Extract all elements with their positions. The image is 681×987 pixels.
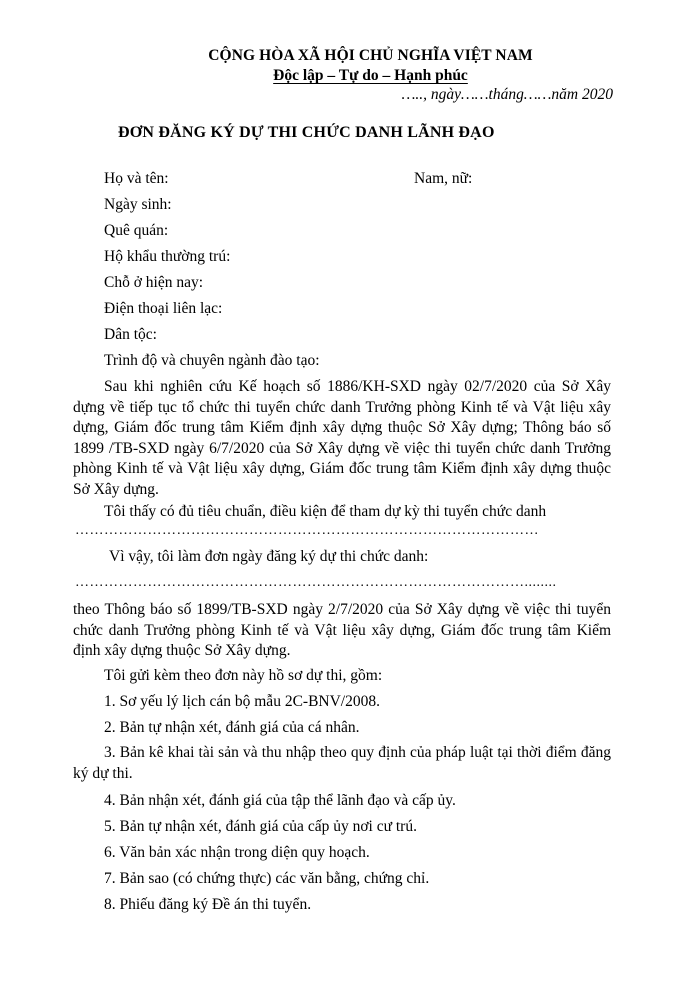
national-title: CỘNG HÒA XÃ HỘI CHỦ NGHĨA VIỆT NAM bbox=[208, 47, 533, 64]
field-phone: Điện thoại liên lạc: bbox=[104, 300, 223, 317]
attachment-item: 4. Bản nhận xét, đánh giá của tập thể lãnh đạo và cấp ủy. bbox=[104, 792, 456, 809]
attachment-item: 7. Bản sao (có chứng thực) các văn bằng, chứng chỉ. bbox=[104, 870, 430, 887]
field-ethnicity: Dân tộc: bbox=[104, 326, 157, 343]
field-residence: Hộ khẩu thường trú: bbox=[104, 248, 231, 265]
paragraph-registration: Vì vậy, tôi làm đơn ngày đăng ký dự thi chức danh: bbox=[109, 548, 429, 565]
field-gender: Nam, nữ: bbox=[414, 170, 473, 187]
attachments-intro: Tôi gửi kèm theo đơn này hồ sơ dự thi, gồm: bbox=[104, 667, 383, 684]
national-motto bbox=[0, 67, 681, 85]
attachment-item: 8. Phiếu đăng ký Đề án thi tuyển. bbox=[104, 896, 312, 913]
dateline: ….., ngày……tháng……năm 2020 bbox=[401, 86, 613, 103]
motto-text: Độc lập – Tự do – Hạnh phúc bbox=[273, 67, 468, 84]
field-dob: Ngày sinh: bbox=[104, 196, 172, 213]
field-hometown: Quê quán: bbox=[104, 222, 169, 239]
field-education: Trình độ và chuyên ngành đào tạo: bbox=[104, 352, 320, 369]
attachment-item: 1. Sơ yếu lý lịch cán bộ mẫu 2C-BNV/2008. bbox=[104, 693, 380, 710]
field-full-name: Họ và tên: bbox=[104, 170, 169, 187]
field-current-address: Chỗ ở hiện nay: bbox=[104, 274, 204, 291]
document-title: ĐƠN ĐĂNG KÝ DỰ THI CHỨC DANH LÃNH ĐẠO bbox=[118, 124, 495, 141]
attachment-item: 3. Bản kê khai tài sản và thu nhập theo quy định của pháp luật tại thời điểm đăng ký dự thi. bbox=[73, 744, 611, 782]
paragraph-eligibility: Tôi thấy có đủ tiêu chuẩn, điều kiện để tham dự kỳ thi tuyển chức danh bbox=[104, 503, 547, 520]
attachment-item: 2. Bản tự nhận xét, đánh giá của cá nhân. bbox=[104, 719, 360, 736]
attachment-item: 6. Văn bản xác nhận trong diện quy hoạch. bbox=[104, 844, 370, 861]
attachment-item: 5. Bản tự nhận xét, đánh giá của cấp ủy nơi cư trú. bbox=[104, 818, 417, 835]
paragraph-intro: Sau khi nghiên cứu Kế hoạch số 1886/KH-SXD ngày 02/7/2020 của Sở Xây dựng về tiếp tục tổ chức thi tuyển chức danh Trưởng phòng Kinh tế và Vật liệu xây dựng, Giám đốc trung tâm Kiểm định xây dựng thuộc Sở Xây dựng; Thông báo số 1899 /TB-SXD ngày 6/7/2020 của Sở Xây dựng về việc thi tuyển chức danh Trưởng phòng Kinh tế và Vật liệu xây dựng, Giám đốc trung tâm Kiểm định xây dựng thuộc Sở Xây dựng. bbox=[73, 378, 611, 498]
blank-line-position-2: …………………………………………………………………………………........ bbox=[75, 575, 557, 590]
blank-line-position: …………………………………………………………………………………… bbox=[75, 523, 539, 538]
paragraph-reference: theo Thông báo số 1899/TB-SXD ngày 2/7/2020 của Sở Xây dựng về việc thi tuyển chức danh Trưởng phòng Kinh tế và Vật liệu xây dựng, Giám đốc trung tâm Kiểm định xây dựng thuộc Sở Xây dựng. bbox=[73, 601, 611, 659]
